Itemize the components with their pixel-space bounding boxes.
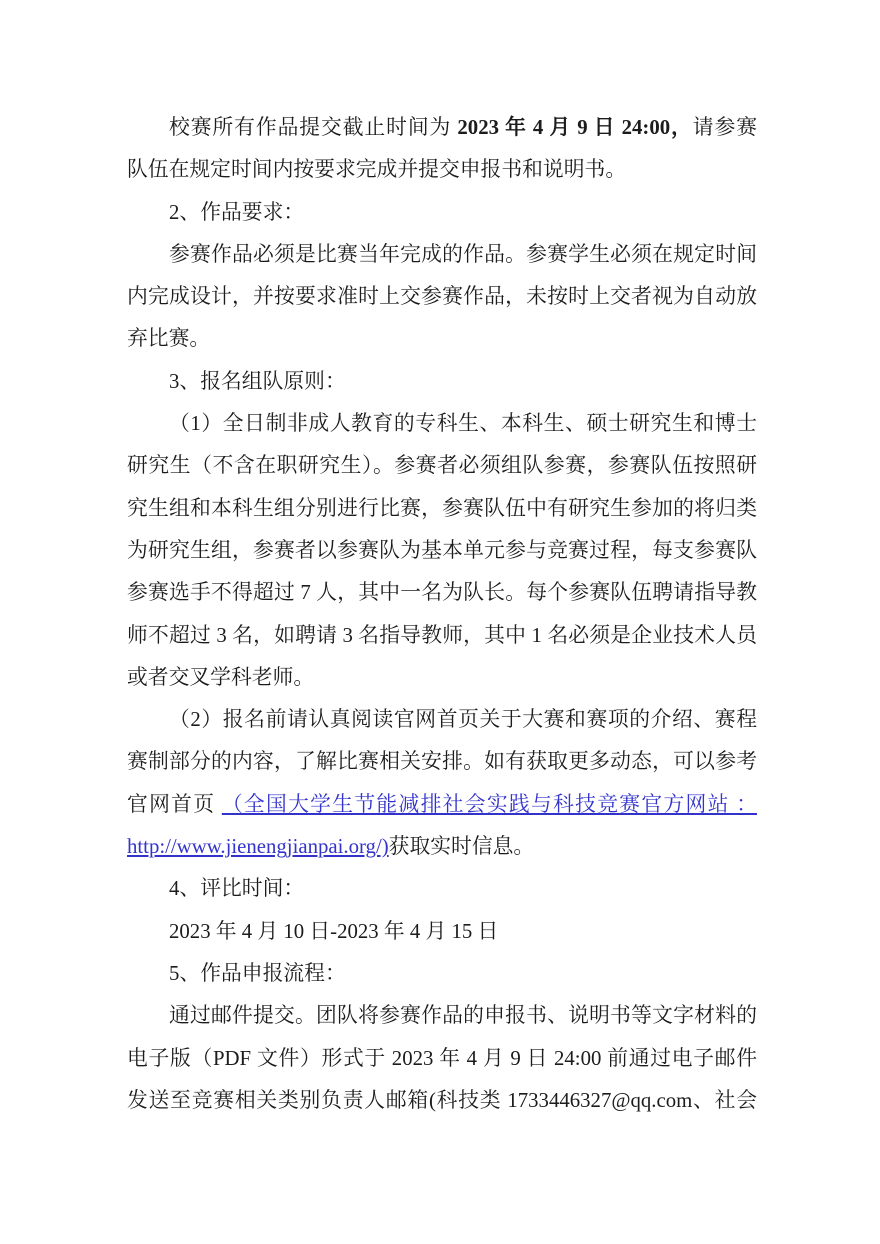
body-text: 赛制部分的内容，了解比赛相关安排。如有获取更多动态，可以参考 <box>127 750 757 774</box>
text-line-18 <box>127 826 757 868</box>
body-text: 参赛选手不得超过 7 人，其中一名为队长。每个参赛队伍聘请指导教 <box>127 581 757 605</box>
official-website-link[interactable]: （全国大学生节能减排社会实践与科技竞赛官方网站 ： <box>221 792 757 816</box>
text-line-2 <box>127 149 757 191</box>
text-line-9 <box>127 445 757 487</box>
body-text: （1）全日制非成人教育的专科生、本科生、硕士研究生和博士 <box>169 412 757 436</box>
text-line-10 <box>127 488 757 530</box>
text-line-13 <box>127 615 757 657</box>
official-website-link[interactable]: http://www.jienengjianpai.org/) <box>127 835 389 859</box>
body-text: 官网首页 <box>127 792 222 816</box>
text-line-11 <box>127 530 757 572</box>
text-line-17 <box>127 784 757 826</box>
text-line-4 <box>127 234 757 276</box>
body-text: 4、评比时间： <box>169 877 305 901</box>
text-line-8 <box>127 403 757 445</box>
text-line-23 <box>127 1038 757 1080</box>
body-text: 师不超过 3 名，如聘请 3 名指导教师，其中 1 名必须是企业技术人员 <box>127 623 757 647</box>
body-text: 2023 年 4 月 10 日-2023 年 4 月 15 日 <box>169 919 499 943</box>
body-text: 3、报名组队原则： <box>169 369 346 393</box>
body-text: 或者交叉学科老师。 <box>127 665 315 689</box>
body-text: 5、作品申报流程： <box>169 961 346 985</box>
body-text: 电子版（PDF 文件）形式于 2023 年 4 月 9 日 24:00 前通过电子邮件 <box>127 1046 757 1070</box>
body-text: （2）报名前请认真阅读官网首页关于大赛和赛项的介绍、赛程 <box>169 708 757 732</box>
body-text: 内完成设计，并按要求准时上交参赛作品，未按时上交者视为自动放 <box>127 285 757 309</box>
body-text: 参赛作品必须是比赛当年完成的作品。参赛学生必须在规定时间 <box>169 242 757 266</box>
text-line-7 <box>127 361 757 403</box>
body-text: 校赛所有作品提交截止时间为 <box>169 116 458 139</box>
document-text-block <box>127 107 757 1122</box>
body-text: 请参赛 <box>692 116 757 139</box>
text-line-22 <box>127 995 757 1037</box>
text-line-24 <box>127 1080 757 1122</box>
text-line-19 <box>127 868 757 910</box>
text-line-6 <box>127 318 757 360</box>
body-text: 2、作品要求： <box>169 200 305 224</box>
body-text: 究生组和本科生组分别进行比赛，参赛队伍中有研究生参加的将归类 <box>127 496 757 520</box>
body-text: 获取实时信息。 <box>388 835 535 859</box>
text-line-12 <box>127 572 757 614</box>
body-text: 通过邮件提交。团队将参赛作品的申报书、说明书等文字材料的 <box>169 1004 757 1028</box>
text-line-1 <box>127 107 757 149</box>
deadline-bold-text: 2023 年 4 月 9 日 24:00， <box>457 116 693 139</box>
text-line-21 <box>127 953 757 995</box>
body-text: 发送至竞赛相关类别负责人邮箱(科技类 1733446327@qq.com、社会 <box>127 1088 757 1112</box>
body-text: 弃比赛。 <box>127 327 211 351</box>
text-line-5 <box>127 276 757 318</box>
body-text: 队伍在规定时间内按要求完成并提交申报书和说明书。 <box>127 158 627 182</box>
body-text: 研究生（不含在职研究生）。参赛者必须组队参赛，参赛队伍按照研 <box>127 454 757 478</box>
text-line-15 <box>127 699 757 741</box>
text-line-14 <box>127 657 757 699</box>
text-line-3 <box>127 192 757 234</box>
text-line-20 <box>127 911 757 953</box>
text-line-16 <box>127 741 757 783</box>
body-text: 为研究生组，参赛者以参赛队为基本单元参与竞赛过程，每支参赛队 <box>127 538 757 562</box>
